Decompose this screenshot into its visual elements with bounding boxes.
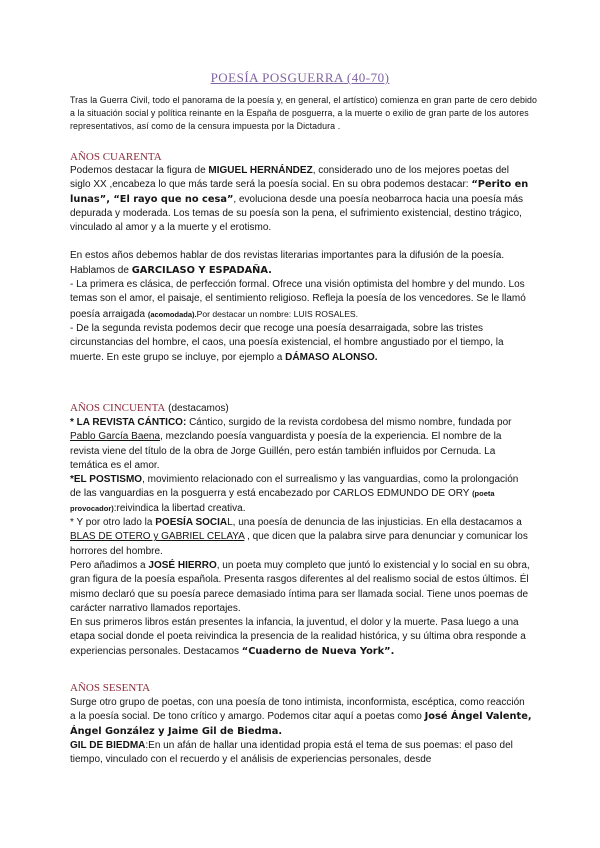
text: - De la segunda revista podemos decir que recoge una poesía desarraigada, sobre las tristes circunstancias del hombre, el caos, una poesía existencial, el hombre angustiado por el tiempo, la muerte. En este grupo se incluye, por ejemplo a	[70, 322, 504, 363]
paragraph	[70, 322, 532, 365]
text: - La primera es clásica, de perfección formal. Ofrece una visión optimista del hombre y del mundo. Los temas son el amor, el paisaje, el sentimiento religioso. Refleja la poesía de los vencedores. Se le llamó poesía arraigada	[70, 279, 526, 320]
small-note: (poeta provocador)	[70, 489, 495, 513]
text: , un poeta muy completo que juntó lo existencial y lo social en su obra, gran figura de la poesía española. Presenta rasgos diferentes al del realismo social de estos últimos. Él mismo declaró que su poesía parece demasiado íntima para ser llamada social. Tiene unos poemas de carácter narrativo llamados reportajes.	[70, 559, 530, 614]
text: , evoluciona desde una poesía neobarroca hacia una poesía más depurada y moderada. Los temas de su poesía son la pena, el sufrimiento existencial, destino trágico, vinculado al amor y a la muerte y el erotismo.	[70, 193, 524, 234]
paragraph	[70, 164, 532, 235]
section-sesenta	[70, 696, 532, 767]
author-name: DÁMASO ALONSO.	[285, 351, 378, 363]
text: Surge otro grupo de poetas, con una poesía de tono intimista, inconformista, escéptica, como reacción a la poesía social. De tono crítico y amargo. Podemos citar aquí a poetas como	[70, 697, 525, 723]
text: * Y por otro lado la	[70, 517, 156, 529]
text: Cántico, surgido de la revista cordobesa del mismo nombre, fundada por	[186, 417, 512, 428]
text: Por destacar un nombre: LUIS ROSALES.	[196, 308, 359, 319]
section-heading-cuarenta: AÑOS CUARENTA	[70, 151, 162, 163]
text: :reivindica la libertad creativa.	[113, 502, 246, 514]
section-cuarenta	[70, 164, 532, 365]
small-note: (acomodada).	[147, 309, 197, 319]
paragraph	[70, 616, 532, 659]
author-name: JOSÉ HIERRO	[148, 559, 217, 571]
journal-names: GARCILASO Y ESPADAÑA.	[131, 264, 272, 276]
text: Podemos destacar la figura de	[70, 165, 209, 176]
text: , considerado uno de los mejores poetas del siglo XX ,encabeza lo que más tarde será la poesía social. En su obra podemos destacar:	[70, 165, 509, 191]
text: , que dicen que la palabra sirve para denunciar y comunicar los horrores del hombre.	[70, 531, 528, 557]
item-lead: POESÍA SOCIA	[155, 517, 228, 529]
underlined-name: Pablo García Baena	[70, 431, 161, 443]
item-lead: *EL POSTISMO	[70, 474, 143, 486]
text: L, una poesía de denuncia de las injusticias. En ella destacamos a	[227, 517, 522, 529]
intro-paragraph: Tras la Guerra Civil, todo el panorama de la poesía y, en general, el artístico) comienza en gran parte de cero debido a la situación social y política reinante en la España de posguerra, a la muerte o exilio de gran parte de los autores representativos, así como de la censura impuesta por la Dictadura .	[70, 95, 538, 131]
item-lead: GIL DE BIEDMA	[70, 739, 146, 751]
page-title: POESÍA POSGUERRA (40-70)	[210, 70, 390, 85]
paragraph	[70, 696, 532, 739]
section-heading-sesenta: AÑOS SESENTA	[70, 682, 151, 694]
underlined-name: BLAS DE OTERO y GABRIEL CELAYA	[70, 531, 245, 543]
section-cincuenta	[70, 416, 532, 659]
author-name: MIGUEL HERNÁNDEZ	[208, 165, 313, 176]
heading-text: AÑOS CINCUENTA	[70, 402, 166, 414]
text: En sus primeros libros están presentes la infancia, la juventud, el dolor y la muerte. Pasa luego a una etapa social donde el poeta reivindica la presencia de la realidad histórica, y su última obra responde a experiencias personales. Destacamos	[70, 617, 526, 657]
paragraph	[70, 739, 532, 768]
works-title: “Perito en lunas”, “El rayo que no cesa”	[70, 179, 529, 205]
text: :En un afán de hallar una identidad propia está el tema de sus poemas: el paso del tiempo, vinculado con el recuerdo y el análisis de experiencias personales, desde	[70, 739, 513, 766]
paragraph	[70, 416, 532, 473]
text: , movimiento relacionado con el surrealismo y las vanguardias, como la prolongación de las vanguardias en la posguerra y está encabezado por CARLOS EDMUNDO DE ORY	[70, 474, 519, 500]
text: Pero añadimos a	[70, 559, 149, 571]
work-title: “Cuaderno de Nueva York”.	[241, 645, 395, 657]
paragraph	[70, 473, 532, 516]
text: , mezclando poesía vanguardista y poesía de la experiencia. El nombre de la revista viene del título de la obra de Jorge Guillén, pero están también influidos por Cernuda. La temática es el amor.	[70, 431, 502, 471]
item-lead: * LA REVISTA CÁNTICO:	[70, 417, 187, 428]
section-heading-cincuenta	[70, 402, 229, 414]
paragraph	[70, 278, 532, 322]
author-names: José Ángel Valente, Ángel González y Jaime Gil de Biedma.	[70, 711, 532, 737]
paragraph	[70, 559, 532, 616]
text: En estos años debemos hablar de dos revistas literarias importantes para la difusión de la poesía. Hablamos de	[70, 250, 505, 276]
paragraph	[70, 516, 532, 559]
heading-note: (destacamos)	[165, 403, 229, 414]
paragraph	[70, 249, 532, 278]
